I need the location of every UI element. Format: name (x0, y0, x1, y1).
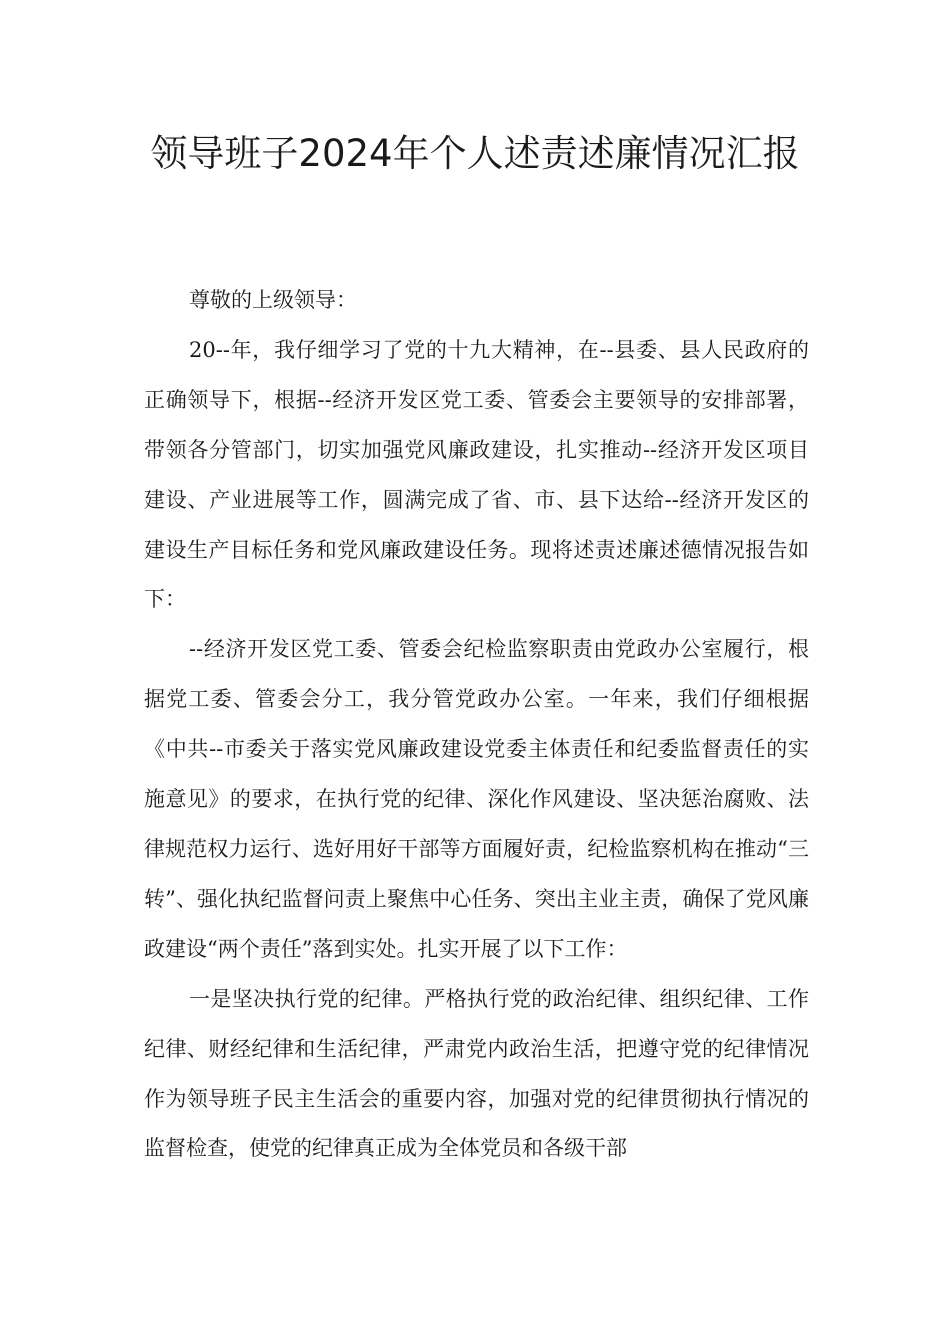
paragraph-intro: 20--年，我仔细学习了党的十九大精神，在--县委、县人民政府的正确领导下，根据--经济开发区党工委、管委会主要领导的安排部署，带领各分管部门，切实加强党风廉政建设，扎实推动--经济开发区项目建设、产业进展等工作，圆满完成了省、市、县下达给--经济开发区的建设生产目标任务和党风廉政建设任务。现将述责述廉述德情况报告如下： (144, 337, 809, 612)
document-title: 领导班子2024年个人述责述廉情况汇报 (150, 132, 800, 175)
salutation: 尊敬的上级领导： (189, 288, 357, 312)
paragraph-discipline: 一是坚决执行党的纪律。严格执行党的政治纪律、组织纪律、工作纪律、财经纪律和生活纪律，严肃党内政治生活，把遵守党的纪律情况作为领导班子民主生活会的重要内容，加强对党的纪律贯彻执行情况的监督检查，使党的纪律真正成为全体党员和各级干部 (144, 986, 809, 1161)
document-body (144, 276, 809, 1174)
paragraph-responsibility: --经济开发区党工委、管委会纪检监察职责由党政办公室履行，根据党工委、管委会分工，我分管党政办公室。一年来，我们仔细根据《中共--市委关于落实党风廉政建设党委主体责任和纪委监督责任的实施意见》的要求，在执行党的纪律、深化作风建设、坚决惩治腐败、法律规范权力运行、选好用好干部等方面履好责，纪检监察机构在推动“三转”、强化执纪监督问责上聚焦中心任务、突出主业主责，确保了党风廉政建设“两个责任”落到实处。扎实开展了以下工作： (144, 637, 809, 961)
